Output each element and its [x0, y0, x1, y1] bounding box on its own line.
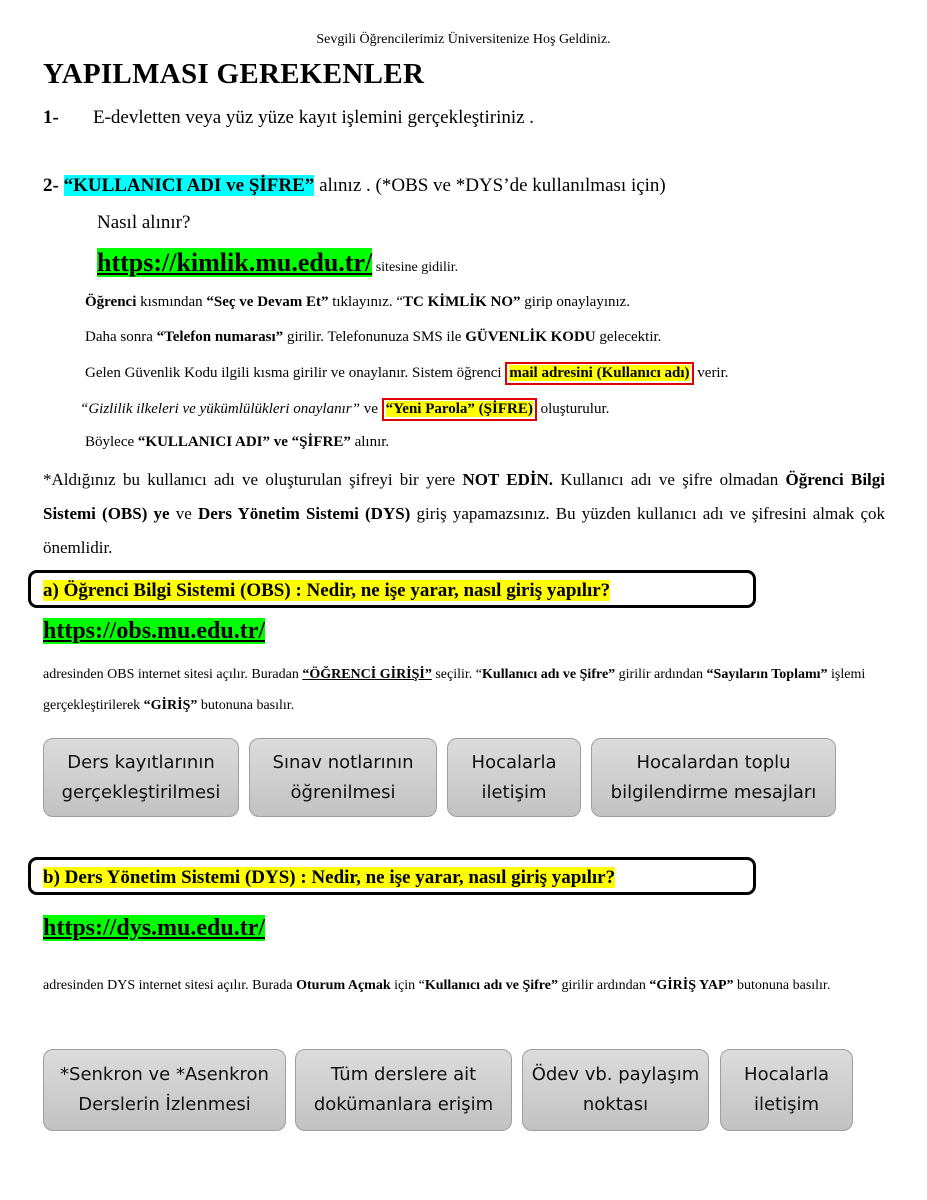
obs-desc-f: “Sayıların Toplamı” [706, 667, 828, 682]
dys-feature-live-lectures[interactable]: *Senkron ve *Asenkron Derslerin İzlenmesi [43, 1049, 286, 1131]
instr-5a: Böylece [85, 434, 138, 450]
dys-description [43, 970, 893, 1001]
password-box [382, 398, 537, 421]
dys-title: b) Ders Yönetim Sistemi (DYS) : Nedir, ne işe yarar, nasıl giriş yapılır? [43, 867, 616, 888]
obs-feature-bulk-messages[interactable]: Hocalardan toplu bilgilendirme mesajları [591, 738, 836, 817]
step-2-highlight: “KULLANICI ADI ve ŞİFRE” [63, 175, 315, 196]
obs-desc-d: Kullanıcı adı ve Şifre” [482, 667, 616, 682]
instr-2d: GÜVENLİK KODU [465, 329, 596, 345]
dys-desc-g: butonuna basılır. [733, 978, 831, 993]
obs-section-heading [43, 580, 610, 602]
note-e: ve [169, 504, 198, 523]
instr-4b: ve [359, 401, 382, 417]
instr-4c: “Yeni Parola” (ŞİFRE) [385, 401, 533, 417]
step-2-number: 2- [43, 175, 59, 196]
kimlik-suffix: sitesine gidilir. [372, 260, 459, 275]
instruction-line-2 [85, 329, 661, 346]
obs-title: a) Öğrenci Bilgi Sistemi (OBS) : Nedir, ne işe yarar, nasıl giriş yapılır? [43, 580, 611, 601]
dys-feature-contact-teachers[interactable]: Hocalarla iletişim [720, 1049, 853, 1131]
instr-5c: alınır. [350, 434, 390, 450]
kimlik-line [97, 248, 458, 278]
obs-desc-c: seçilir. “ [431, 667, 483, 682]
dys-link[interactable]: https://dys.mu.edu.tr/ [43, 915, 266, 941]
instr-2b: “Telefon numarası” [156, 329, 284, 345]
instruction-line-5 [85, 434, 389, 451]
note-b: NOT EDİN. [462, 470, 554, 489]
instr-1e: TC KİMLİK NO” [403, 294, 521, 310]
dys-desc-a: adresinden DYS internet sitesi açılır. Burada [43, 978, 297, 993]
instr-1c: “Seç ve Devam Et” [206, 294, 329, 310]
instr-3a: Gelen Güvenlik Kodu ilgili kısma girilir ve onaylanır. Sistem öğrenci [85, 365, 506, 381]
instr-4a: “Gizlilik ilkeleri ve yükümlülükleri onaylanır” [80, 401, 360, 417]
instr-5b: “KULLANICI ADI” ve “ŞİFRE” [137, 434, 351, 450]
obs-desc-h: “GİRİŞ” [143, 698, 198, 713]
dys-desc-d: Kullanıcı adı ve Şifre” [424, 978, 558, 993]
dys-desc-c: için “ [390, 978, 425, 993]
dys-feature-assignment-sharing[interactable]: Ödev vb. paylaşım noktası [522, 1049, 709, 1131]
step-2-rest: alınız . (*OBS ve *DYS’de kullanılması için) [314, 175, 666, 196]
instruction-line-3 [85, 362, 729, 385]
obs-link[interactable]: https://obs.mu.edu.tr/ [43, 618, 266, 644]
note-g: giriş yapamazsınız. Bu yüzden kullanıcı adı ve şifresini almak çok önemlidir. [43, 504, 885, 557]
obs-desc-b: “ÖĞRENCİ GİRİŞİ” [302, 667, 432, 682]
obs-desc-e: girilir ardından [615, 667, 707, 682]
instr-3b: mail adresini (Kullanıcı adı) [509, 365, 690, 381]
page-title: YAPILMASI GEREKENLER [43, 58, 425, 90]
instr-2e: gelecektir. [595, 329, 662, 345]
note-paragraph [43, 463, 885, 565]
note-a: *Aldığınız bu kullanıcı adı ve oluşturulan şifreyi bir yere [43, 470, 463, 489]
note-d: Öğrenci Bilgi Sistemi (OBS) ye [43, 470, 885, 523]
obs-feature-course-registration[interactable]: Ders kayıtlarının gerçekleştirilmesi [43, 738, 239, 817]
step-2 [43, 175, 666, 197]
how-question: Nasıl alınır? [97, 212, 191, 233]
obs-desc-i: butonuna basılır. [197, 698, 295, 713]
instr-3c: verir. [693, 365, 729, 381]
dys-feature-course-documents[interactable]: Tüm derslere ait dokümanlara erişim [295, 1049, 512, 1131]
instr-2c: girilir. Telefonunuza SMS ile [283, 329, 466, 345]
obs-desc-a: adresinden OBS internet sitesi açılır. Buradan [43, 667, 303, 682]
instr-1f: girip onaylayınız. [520, 294, 631, 310]
obs-feature-exam-grades[interactable]: Sınav notlarının öğrenilmesi [249, 738, 437, 817]
dys-desc-f: “GİRİŞ YAP” [649, 978, 734, 993]
step-1-number: 1- [43, 107, 59, 128]
step-1 [43, 107, 534, 129]
obs-link-line [43, 618, 265, 645]
instr-2a: Daha sonra [85, 329, 157, 345]
instr-4d: oluşturulur. [536, 401, 610, 417]
instruction-line-4 [80, 398, 609, 421]
note-c: Kullanıcı adı ve şifre olmadan [553, 470, 786, 489]
step-1-text: E-devletten veya yüz yüze kayıt işlemini gerçekleştiriniz . [93, 107, 535, 128]
instr-1d: tıklayınız. “ [328, 294, 404, 310]
instr-1b: kısmından [136, 294, 207, 310]
dys-section-heading [43, 867, 615, 889]
obs-feature-contact-teachers[interactable]: Hocalarla iletişim [447, 738, 581, 817]
dys-desc-b: Oturum Açmak [296, 978, 391, 993]
instr-1a: Öğrenci [85, 294, 137, 310]
greeting: Sevgili Öğrencilerimiz Üniversitenize Hoş Geldiniz. [316, 32, 611, 47]
username-box [505, 362, 693, 385]
obs-desc-g: işlemi gerçekleştirilerek [43, 667, 866, 713]
instruction-line-1 [85, 294, 630, 311]
dys-link-line [43, 915, 265, 942]
note-f: Ders Yönetim Sistemi (DYS) [197, 504, 411, 523]
kimlik-link[interactable]: https://kimlik.mu.edu.tr/ [97, 248, 373, 277]
dys-desc-e: girilir ardından [557, 978, 650, 993]
obs-description [43, 659, 893, 721]
